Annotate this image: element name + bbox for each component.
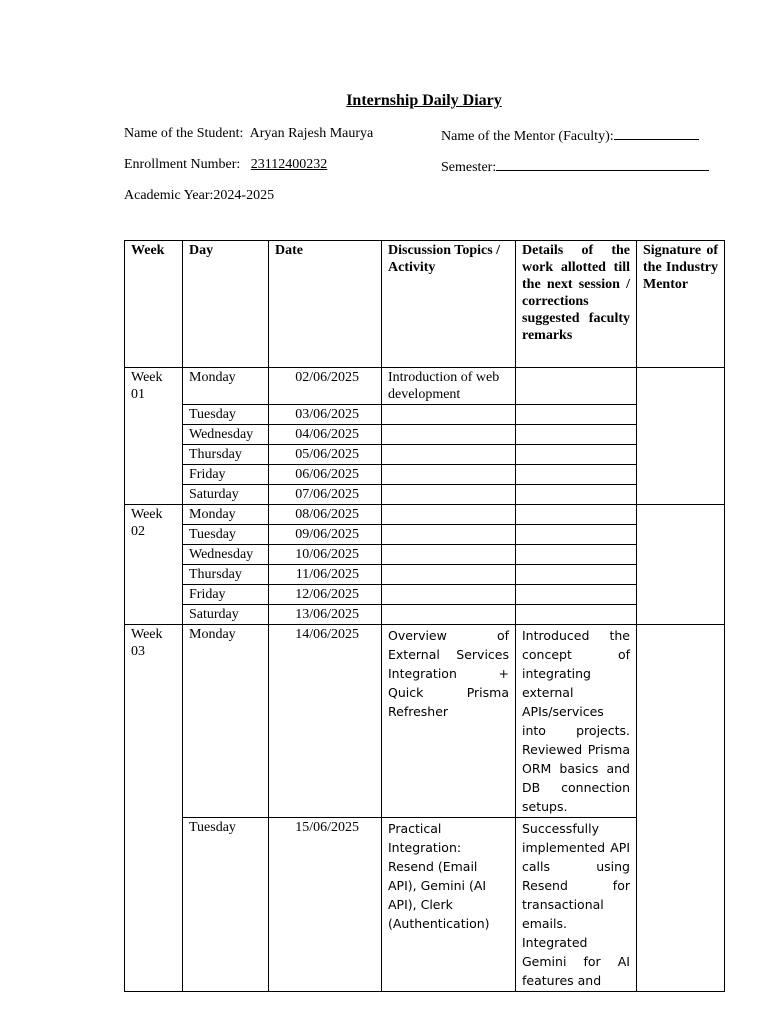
topic-cell <box>382 465 516 485</box>
header-date: Date <box>269 241 382 368</box>
page-title: Internship Daily Diary <box>346 92 502 109</box>
details-cell <box>516 605 637 625</box>
academic-year-row <box>124 188 274 204</box>
day-cell: Thursday <box>183 565 269 585</box>
date-cell: 06/06/2025 <box>269 465 382 485</box>
mentor-name-row <box>441 126 699 145</box>
day-cell: Friday <box>183 585 269 605</box>
day-cell: Friday <box>183 465 269 485</box>
topic-cell <box>382 605 516 625</box>
topic-cell <box>382 565 516 585</box>
details-cell: Introduced the concept of integrating external APIs/services into projects. Reviewed Prisma ORM basics and DB connection setups. <box>516 625 637 818</box>
mentor-name-label: Name of the Mentor (Faculty): <box>441 129 614 144</box>
day-cell: Wednesday <box>183 425 269 445</box>
academic-year-label: Academic Year: <box>124 188 214 203</box>
details-cell <box>516 368 637 405</box>
header-details: Details of the work allotted till the next session / corrections suggested faculty remarks <box>516 241 637 368</box>
table-row <box>125 425 725 445</box>
date-cell: 10/06/2025 <box>269 545 382 565</box>
day-cell: Tuesday <box>183 525 269 545</box>
date-cell: 04/06/2025 <box>269 425 382 445</box>
table-row <box>125 625 725 818</box>
table-row <box>125 565 725 585</box>
details-cell <box>516 465 637 485</box>
date-cell: 07/06/2025 <box>269 485 382 505</box>
details-cell <box>516 565 637 585</box>
header-signature: Signature of the Industry Mentor <box>637 241 725 368</box>
day-cell: Saturday <box>183 485 269 505</box>
details-cell <box>516 445 637 465</box>
details-cell <box>516 405 637 425</box>
details-cell <box>516 505 637 525</box>
topic-cell: Practical Integration: Resend (Email API), Gemini (AI API), Clerk (Authentication) <box>382 818 516 992</box>
table-row <box>125 445 725 465</box>
table-row <box>125 368 725 405</box>
date-cell: 03/06/2025 <box>269 405 382 425</box>
day-cell: Tuesday <box>183 818 269 992</box>
date-cell: 08/06/2025 <box>269 505 382 525</box>
day-cell: Saturday <box>183 605 269 625</box>
table-row <box>125 505 725 525</box>
date-cell: 15/06/2025 <box>269 818 382 992</box>
day-cell: Tuesday <box>183 405 269 425</box>
topic-cell <box>382 405 516 425</box>
day-cell: Monday <box>183 368 269 405</box>
diary-table <box>124 240 725 992</box>
details-cell: Successfully implemented API calls using Resend for transactional emails. Integrated Gemini for AI features and <box>516 818 637 992</box>
academic-year-value: 2024-2025 <box>213 188 275 203</box>
enrollment-row <box>124 157 327 173</box>
details-cell <box>516 585 637 605</box>
student-name-value: Aryan Rajesh Maurya <box>249 126 374 141</box>
week-cell: Week 03 <box>125 625 183 992</box>
topic-cell: Overview of External Services Integration + Quick Prisma Refresher <box>382 625 516 818</box>
date-cell: 09/06/2025 <box>269 525 382 545</box>
topic-cell <box>382 485 516 505</box>
week-cell: Week 01 <box>125 368 183 505</box>
topic-cell <box>382 545 516 565</box>
date-cell: 12/06/2025 <box>269 585 382 605</box>
day-cell: Wednesday <box>183 545 269 565</box>
details-cell <box>516 545 637 565</box>
table-row <box>125 525 725 545</box>
topic-cell <box>382 525 516 545</box>
enrollment-label: Enrollment Number: <box>124 157 241 172</box>
student-name-row <box>124 126 373 142</box>
header-week: Week <box>125 241 183 368</box>
student-name-label: Name of the Student: <box>124 126 244 141</box>
topic-cell <box>382 445 516 465</box>
enrollment-value: 23112400232 <box>250 157 328 172</box>
signature-cell <box>637 505 725 625</box>
semester-label: Semester: <box>441 160 497 175</box>
details-cell <box>516 485 637 505</box>
day-cell: Monday <box>183 505 269 525</box>
topic-cell <box>382 425 516 445</box>
signature-cell <box>637 625 725 992</box>
table-row <box>125 405 725 425</box>
table-header-row <box>125 241 725 368</box>
details-cell <box>516 425 637 445</box>
week-cell: Week 02 <box>125 505 183 625</box>
signature-cell <box>637 368 725 505</box>
details-cell <box>516 525 637 545</box>
table-row <box>125 818 725 992</box>
semester-row <box>441 157 709 176</box>
date-cell: 13/06/2025 <box>269 605 382 625</box>
date-cell: 14/06/2025 <box>269 625 382 818</box>
semester-blank <box>496 157 709 171</box>
table-row <box>125 585 725 605</box>
date-cell: 02/06/2025 <box>269 368 382 405</box>
date-cell: 05/06/2025 <box>269 445 382 465</box>
table-row <box>125 485 725 505</box>
header-day: Day <box>183 241 269 368</box>
mentor-name-blank <box>614 126 699 140</box>
day-cell: Monday <box>183 625 269 818</box>
header-topics: Discussion Topics / Activity <box>382 241 516 368</box>
table-row <box>125 465 725 485</box>
date-cell: 11/06/2025 <box>269 565 382 585</box>
topic-cell: Introduction of web development <box>382 368 516 405</box>
table-row <box>125 545 725 565</box>
topic-cell <box>382 585 516 605</box>
topic-cell <box>382 505 516 525</box>
day-cell: Thursday <box>183 445 269 465</box>
table-row <box>125 605 725 625</box>
